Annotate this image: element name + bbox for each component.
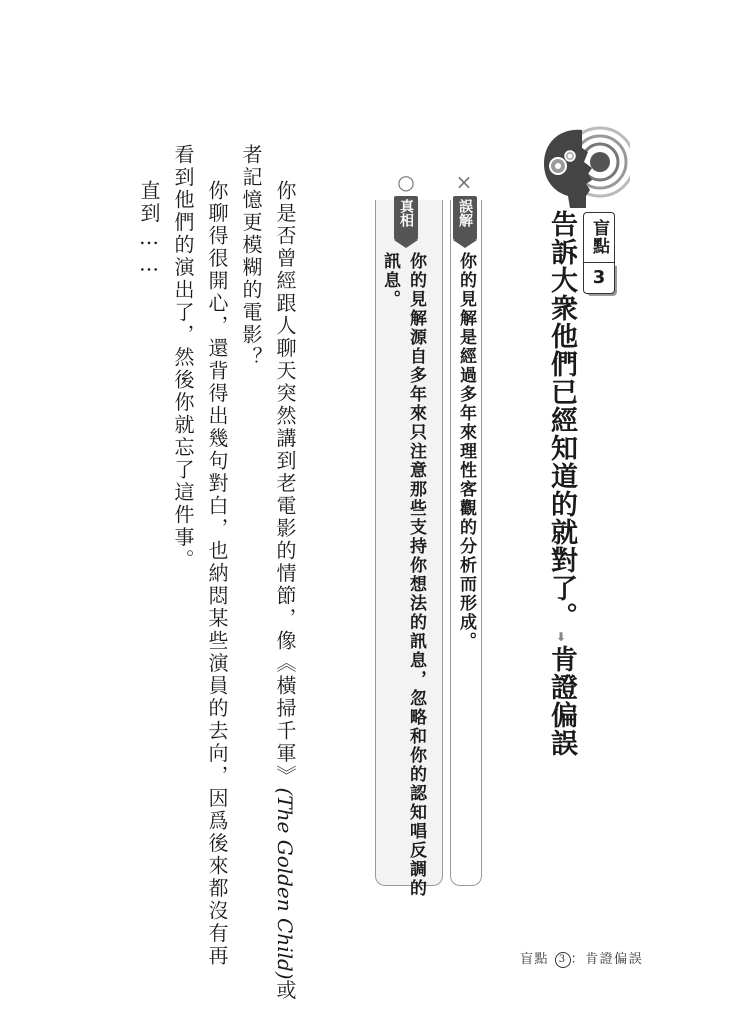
truth-text-line1: 你的見解源自多年來只注意那些支持你想法的訊息，忽略和你的認知唱反調的 (406, 252, 426, 898)
page-footer (520, 948, 643, 968)
misconception-line: 你的見解是經過多年來理性客觀的分析而形成。 (456, 252, 476, 651)
cross-icon: × (455, 170, 473, 194)
blind-spot-number: 3 (583, 262, 615, 294)
footer-suffix: ：肯證偏誤 (570, 952, 644, 967)
chapter-title (546, 210, 576, 757)
circle-icon: ○ (397, 170, 415, 194)
misconception-text (454, 252, 478, 651)
truth-tag: 真相 (394, 196, 418, 240)
blind-spot-label: 盲點 (583, 212, 615, 273)
truth-tag-tip (394, 240, 418, 248)
footer-number: 3 (555, 952, 571, 968)
footer-label: 盲點 (520, 952, 550, 967)
body-paragraph-2-line-2: 看到他們的演出了，然後你就忘了這件事。 (171, 144, 195, 572)
misconception-tag: 誤解 (453, 196, 477, 240)
truth-text-line2: 訊息。 (380, 252, 400, 309)
arrow-down-icon: ⬇ (554, 630, 568, 645)
head-target-illustration (530, 122, 630, 212)
body-paragraph-1-line-2: 者記憶更模糊的電影？ (239, 144, 263, 369)
body-paragraph-2-line-1: 你聊得很開心，還背得出幾句對白，也納悶某些演員的去向，因爲後來都沒有再 (205, 180, 229, 968)
title-main: 告訴大衆他們已經知道的就對了。 (546, 210, 577, 630)
body-paragraph-3-line-1: 直到…… (137, 180, 161, 278)
misconception-tag-tip (453, 240, 477, 248)
title-tail: 肯證偏誤 (546, 645, 577, 757)
film-english-title: (The Golden Child) (273, 787, 297, 980)
body-paragraph-1-line-1: 你是否曾經跟人聊天突然講到老電影的情節，像《橫掃千軍》(The Golden Child)或 (273, 180, 297, 1003)
